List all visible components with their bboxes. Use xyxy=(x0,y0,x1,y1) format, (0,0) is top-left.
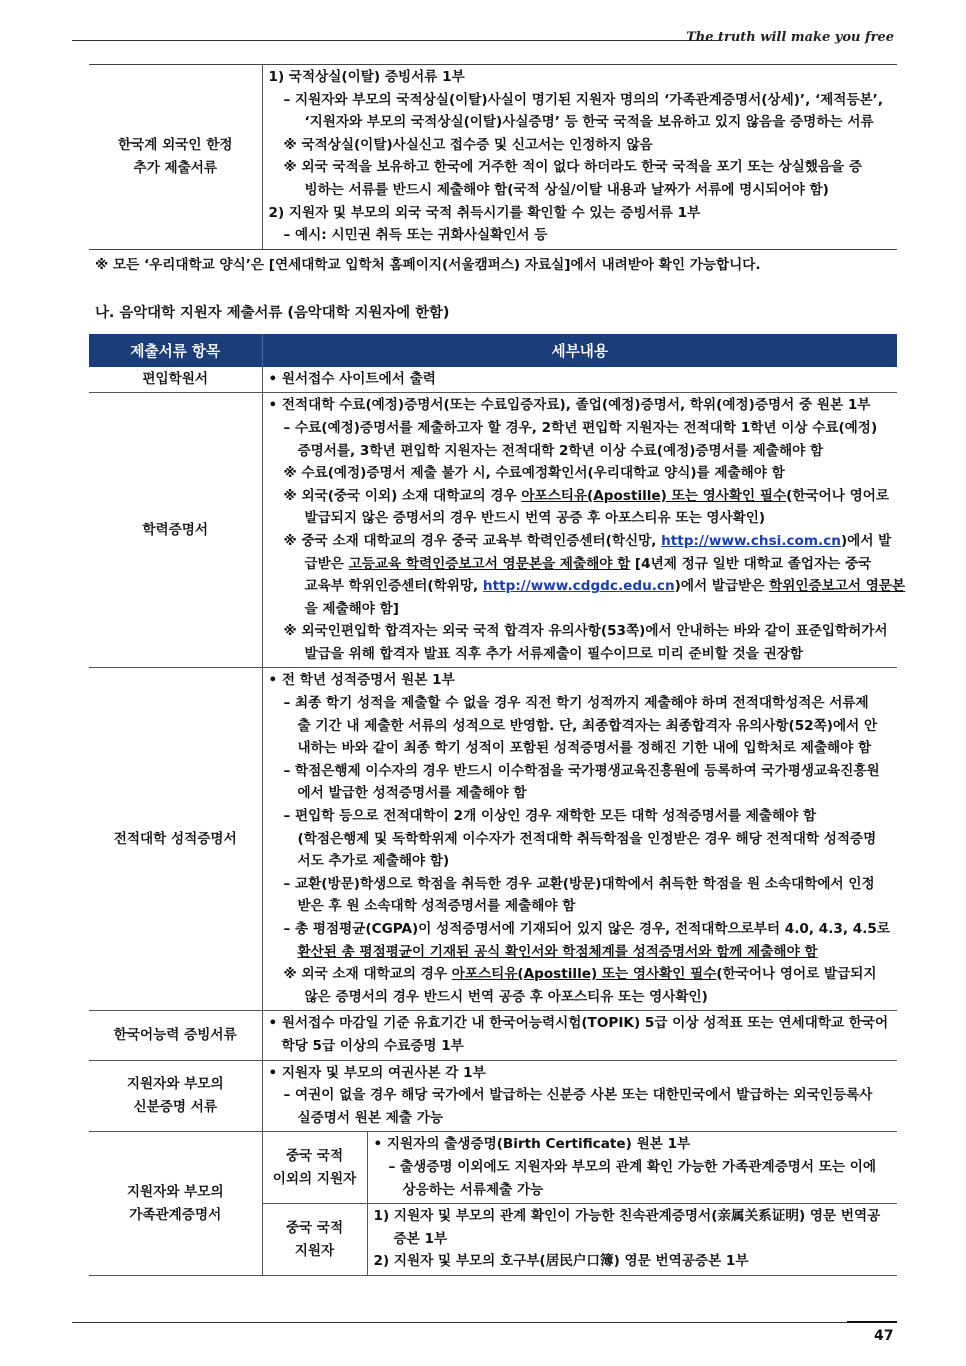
row-label: 한국어능력 증빙서류 xyxy=(89,1011,262,1060)
content-line: 을 제출해야 함] xyxy=(304,600,399,617)
content-line: • 원서접수 사이트에서 출력 xyxy=(268,370,436,387)
text-span: ※ 중국 소재 대학교의 경우 중국 교육부 학력인증센터(학신망, xyxy=(283,532,662,549)
content-line: 내하는 바와 같이 최종 학기 성적이 포함된 성적증명서를 정해진 기한 내에 입학처로 제출해야 함 xyxy=(297,740,872,757)
text-span: ※ 외국(중국 이외) 소재 대학교의 경우 xyxy=(283,487,522,504)
content-line: 서도 추가로 제출해야 함) xyxy=(297,853,450,870)
sub-label xyxy=(262,1204,367,1276)
content-line: – 예시: 시민권 취득 또는 귀화사실확인서 등 xyxy=(283,227,548,244)
underlined-text: 학위인증보고서 영문본 xyxy=(769,578,906,595)
content-line: 받은 후 원 소속대학 성적증명서를 제출해야 함 xyxy=(297,898,576,915)
row-content xyxy=(262,367,897,393)
row-label xyxy=(89,1060,262,1132)
text-span: )에서 발 xyxy=(840,532,892,549)
content-line: 않은 증명서의 경우 반드시 번역 공증 후 아포스티유 또는 영사확인) xyxy=(304,988,708,1005)
column-header-detail: 세부내용 xyxy=(262,334,897,367)
text-span: 급받은 xyxy=(304,555,349,572)
table-row xyxy=(89,393,897,668)
header-rule xyxy=(72,40,720,41)
content-line: 발급되지 않은 증명서의 경우 반드시 번역 공증 후 아포스티유 또는 영사확인) xyxy=(304,510,766,527)
content-line: • 전 학년 성적증명서 원본 1부 xyxy=(268,672,455,689)
content-line: – 편입학 등으로 전적대학이 2개 이상인 경우 재학한 모든 대학 성적증명서를 제출해야 함 xyxy=(283,808,817,825)
content-line xyxy=(269,963,894,986)
row-content xyxy=(262,393,906,668)
row-content xyxy=(262,1011,897,1060)
text-span: 교육부 학위인증센터(학위망, xyxy=(304,578,483,595)
row-content xyxy=(367,1204,897,1276)
content-line: 1) 국적상실(이탈) 증빙서류 1부 xyxy=(268,69,465,85)
chsi-link[interactable]: http://www.chsi.com.cn xyxy=(661,532,841,549)
content-line: • 원서접수 마감일 기준 유효기간 내 한국어능력시험(TOPIK) 5급 이상 성적표 또는 연세대학교 한국어 xyxy=(268,1015,889,1032)
content-line xyxy=(269,530,894,553)
row-content xyxy=(262,65,897,250)
page-number: 47 xyxy=(874,1328,894,1344)
content-line: – 총 평점평균(CGPA)이 성적증명서에 기재되어 있지 않은 경우, 전적대학으로부터 4.0, 4.3, 4.5로 xyxy=(283,921,890,937)
row-label xyxy=(89,65,262,250)
content-line: 1) 지원자 및 부모의 관계 확인이 가능한 친속관계증명서(亲属关系证明) 영문 번역공 xyxy=(373,1208,881,1225)
text-span: )에서 발급받은 xyxy=(674,578,770,595)
content-line: 출 기간 내 제출한 서류의 성적으로 반영함. 단, 최종합격자는 최종합격자 유의사항(52쪽)에서 안 xyxy=(297,717,878,734)
row-label-line: 지원자와 부모의 xyxy=(126,1075,224,1092)
music-docs-table xyxy=(89,334,906,1276)
content-line: 환산된 총 평점평균이 기재된 공식 확인서와 학점체계를 성적증명서와 함께 제출해야 함 xyxy=(297,943,818,960)
content-line: ‘지원자와 부모의 국적상실(이탈)사실증명’ 등 한국 국적을 보유하고 있지 않음을 증명하는 서류 xyxy=(304,114,874,131)
content-line: (학점은행제 및 독학학위제 이수자가 전적대학 취득학점을 인정받은 경우 해당 전적대학 성적증명 xyxy=(297,830,877,847)
content-line: 발급을 위해 합격자 발표 직후 추가 서류제출이 필수이므로 미리 준비할 것을 권장함 xyxy=(304,645,804,662)
row-label-line: 한국계 외국인 한정 xyxy=(117,136,233,153)
column-header-item: 제출서류 항목 xyxy=(89,334,262,367)
text-span: [4년제 정규 일반 대학교 졸업자는 중국 xyxy=(630,555,872,572)
table-row xyxy=(89,1011,897,1060)
row-content xyxy=(262,668,897,1011)
content-line xyxy=(269,553,894,576)
content-line: – 지원자와 부모의 국적상실(이탈)사실이 명기된 지원자 명의의 ‘가족관계증명서(상세)’, ‘제적등본’, xyxy=(283,91,883,108)
content-line: 증본 1부 xyxy=(393,1230,448,1247)
section-title: 나. 음악대학 지원자 제출서류 (음악대학 지원자에 한함) xyxy=(95,304,450,321)
row-label-line: 가족관계증명서 xyxy=(129,1206,222,1223)
content-line: – 수료(예정)증명서를 제출하고자 할 경우, 2학년 편입학 지원자는 전적대학 1학년 이상 수료(예정) xyxy=(283,419,878,436)
text-span: (한국어나 영어로 xyxy=(786,487,889,504)
row-label-line: 지원자와 부모의 xyxy=(126,1183,224,1200)
row-label-line: 신분증명 서류 xyxy=(133,1098,218,1115)
content-line: – 여권이 없을 경우 해당 국가에서 발급하는 신분증 사본 또는 대한민국에서 발급하는 외국인등록사 xyxy=(283,1087,873,1104)
content-line: 2) 지원자 및 부모의 외국 국적 취득시기를 확인할 수 있는 증빙서류 1부 xyxy=(268,204,701,221)
download-note: ※ 모든 ‘우리대학교 양식’은 [연세대학교 입학처 홈페이지(서울캠퍼스) 자료실]에서 내려받아 확인 가능합니다. xyxy=(95,256,761,273)
content-line: ※ 국적상실(이탈)사실신고 접수증 및 신고서는 인정하지 않음 xyxy=(283,136,653,153)
content-line: ※ 외국인편입학 합격자는 외국 국적 합격자 유의사항(53쪽)에서 안내하는 바와 같이 표준입학허가서 xyxy=(283,623,888,640)
sub-label-line: 중국 국적 xyxy=(285,1219,344,1236)
content-line: 에서 발급한 성적증명서를 제출해야 함 xyxy=(297,785,527,802)
table-row xyxy=(89,1060,897,1132)
footer-rule-accent xyxy=(847,1321,897,1323)
content-line: • 전적대학 수료(예정)증명서(또는 수료입증자료), 졸업(예정)증명서, 학위(예정)증명서 중 원본 1부 xyxy=(268,397,871,414)
table-row xyxy=(89,1132,897,1204)
content-line: • 지원자 및 부모의 여권사본 각 1부 xyxy=(268,1064,486,1081)
content-line: – 최종 학기 성적을 제출할 수 없을 경우 직전 학기 성적까지 제출해야 하며 전적대학성적은 서류제 xyxy=(283,695,869,712)
content-line xyxy=(269,485,894,508)
text-span: ※ 외국 소재 대학교의 경우 xyxy=(283,966,452,983)
content-line xyxy=(269,575,906,598)
content-line: 빙하는 서류를 반드시 제출해야 함(국적 상실/이탈 내용과 날짜가 서류에 명시되어야 함) xyxy=(304,181,829,198)
sub-label-line: 중국 국적 xyxy=(285,1147,344,1164)
sub-label xyxy=(262,1132,367,1204)
content-line: 증명서를, 3학년 편입학 지원자는 전적대학 2학년 이상 수료(예정)증명서를 제출해야 함 xyxy=(297,442,824,459)
underlined-text: 고등교육 학력인증보고서 영문본을 제출해야 함 xyxy=(348,555,631,572)
foreign-korean-docs-table xyxy=(89,64,897,250)
page-content xyxy=(89,64,906,1276)
text-span: (한국어나 영어로 발급되지 xyxy=(716,966,877,983)
content-line: 실증명서 원본 제출 가능 xyxy=(297,1109,444,1126)
content-line: – 교환(방문)학생으로 학점을 취득한 경우 교환(방문)대학에서 취득한 학점을 원 소속대학에서 인정 xyxy=(283,875,875,892)
underlined-text: 아포스티유(Apostille) 또는 영사확인 필수 xyxy=(521,487,787,504)
table-row xyxy=(89,65,897,250)
sub-label-line: 이외의 지원자 xyxy=(272,1170,357,1187)
content-line: • 지원자의 출생증명(Birth Certificate) 원본 1부 xyxy=(373,1136,691,1153)
row-label: 편입학원서 xyxy=(89,367,262,393)
underlined-text: 아포스티유(Apostille) 또는 영사확인 필수 xyxy=(451,966,717,983)
content-line: 2) 지원자 및 부모의 호구부(居民户口簿) 영문 번역공증본 1부 xyxy=(373,1253,749,1270)
cdgdc-link[interactable]: http://www.cdgdc.edu.cn xyxy=(482,578,675,595)
content-line: – 출생증명 이외에도 지원자와 부모의 관계 확인 가능한 가족관계증명서 또는 이에 xyxy=(388,1158,876,1175)
sub-label-line: 지원자 xyxy=(294,1242,335,1259)
table-row xyxy=(89,367,897,393)
content-line: – 학점은행제 이수자의 경우 반드시 이수학점을 국가평생교육진흥원에 등록하여 국가평생교육진흥원 xyxy=(283,762,880,779)
table-header-row xyxy=(89,334,897,367)
footer-rule xyxy=(72,1322,847,1323)
row-label: 학력증명서 xyxy=(89,393,262,668)
content-line: ※ 수료(예정)증명서 제출 불가 시, 수료예정확인서(우리대학교 양식)를 제출해야 함 xyxy=(283,465,785,482)
header-motto: The truth will make you free xyxy=(686,30,894,45)
row-content xyxy=(367,1132,897,1204)
table-row xyxy=(89,668,897,1011)
row-label xyxy=(89,1132,262,1276)
content-line: 상응하는 서류제출 가능 xyxy=(402,1181,544,1198)
row-label: 전적대학 성적증명서 xyxy=(89,668,262,1011)
row-content xyxy=(262,1060,897,1132)
row-label-line: 추가 제출서류 xyxy=(133,159,218,176)
content-line: ※ 외국 국적을 보유하고 한국에 거주한 적이 없다 하더라도 한국 국적을 포기 또는 상실했음을 증 xyxy=(283,159,862,176)
content-line: 학당 5급 이상의 수료증명 1부 xyxy=(281,1037,464,1054)
